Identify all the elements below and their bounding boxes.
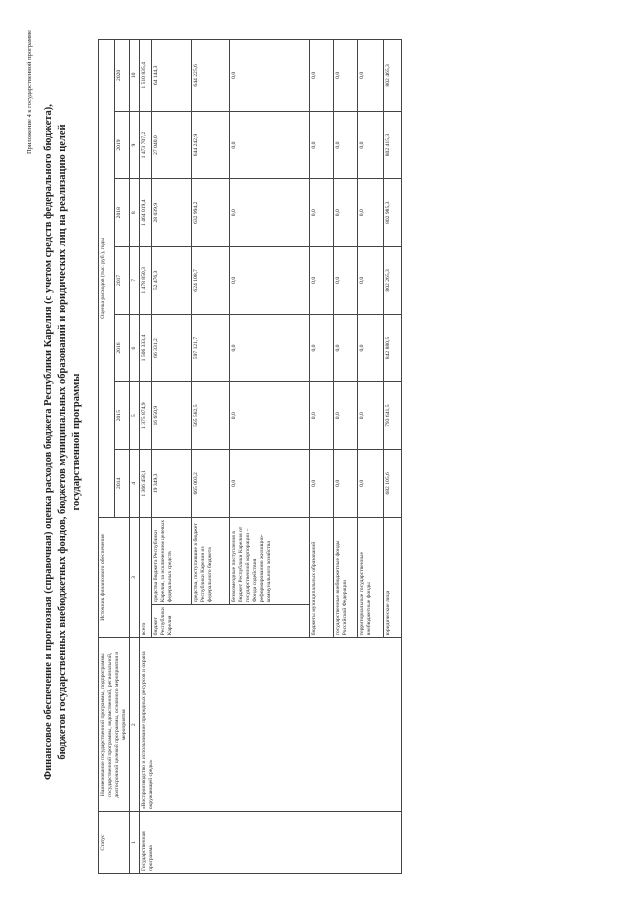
value-cell: 665 003,2 [192, 450, 230, 518]
value-cell: 0,0 [230, 40, 310, 112]
value-cell: 0,0 [230, 382, 310, 450]
program-status: Государственная программа [140, 812, 402, 874]
value-cell: 565 582,5 [192, 382, 230, 450]
value-cell: 802 265,3 [384, 247, 402, 315]
value-cell: 0,0 [230, 179, 310, 247]
value-cell: 0,0 [358, 247, 384, 315]
source-cell: всего [140, 517, 152, 638]
year-cell: 2016 [114, 314, 130, 382]
year-cell: 2014 [114, 450, 130, 518]
column-number-row [130, 40, 140, 874]
value-cell: 0,0 [310, 382, 334, 450]
value-cell: 0,0 [334, 40, 358, 112]
header-name: Наименование государственной программы, подпрограммы государственной программы, ведомственной, региональной, долгосрочной целевой программы, основного мероприятия и мероприятия [99, 638, 130, 812]
value-cell: 0,0 [358, 314, 384, 382]
value-cell: 0,0 [358, 40, 384, 112]
value-cell: 1 473 707,2 [140, 111, 152, 179]
value-cell: 0,0 [310, 247, 334, 315]
value-cell: 0,0 [358, 382, 384, 450]
value-cell: 0,0 [358, 450, 384, 518]
value-cell: 1 366 458,1 [140, 450, 152, 518]
value-cell: 0,0 [310, 179, 334, 247]
value-cell: 802 985,3 [384, 179, 402, 247]
source-cell: юридические лица [384, 517, 402, 638]
value-cell: 19 349,3 [152, 450, 192, 518]
finance-table [98, 39, 402, 874]
value-cell: 1 506 333,4 [140, 314, 152, 382]
value-cell: 0,0 [334, 179, 358, 247]
program-name: «Воспроизводство и использование природных ресурсов и охрана окружающей среды» [140, 638, 402, 812]
source-cell: безвозмездные поступления в бюджет Республики Карелия от государственной корпорации – Фонда содействия реформированию жилищно-коммунального хозяйства [230, 517, 310, 605]
column-number: 6 [130, 314, 140, 382]
value-cell: 66 331,2 [152, 314, 192, 382]
value-cell: 0,0 [230, 247, 310, 315]
value-cell: 0,0 [230, 450, 310, 518]
value-cell: 0,0 [310, 111, 334, 179]
budget-rk-label: бюджет Республики Карелия [152, 605, 310, 638]
value-cell: 682 105,6 [384, 450, 402, 518]
value-cell: 0,0 [334, 314, 358, 382]
value-cell: 0,0 [334, 111, 358, 179]
appendix-note: Приложение 4 к государственной программе [26, 30, 33, 155]
value-cell: 802 415,3 [384, 111, 402, 179]
value-cell: 0,0 [334, 247, 358, 315]
year-cell: 2015 [114, 382, 130, 450]
value-cell: 16 650,9 [152, 382, 192, 450]
header-estimate: Оценка расходов (тыс. руб.), годы [99, 40, 115, 518]
value-cell: 0,0 [310, 450, 334, 518]
column-number: 10 [130, 40, 140, 112]
value-cell: 793 641,5 [384, 382, 402, 450]
year-cell: 2020 [114, 40, 130, 112]
source-cell: государственные внебюджетные фонды Российской Федерации [334, 517, 358, 638]
value-cell: 624 108,7 [192, 247, 230, 315]
value-cell: 1 375 874,9 [140, 382, 152, 450]
column-number: 3 [130, 517, 140, 638]
document-title: Финансовое обеспечение и прогнозная (справочная) оценка расходов бюджета Республики Карелия (с учетом средств федерального бюджета), бюджетов государственных внебюджетных фондов, бюджетов муниципальных образований и юридических лиц на реализацию целей государственной программы [43, 104, 82, 780]
value-cell: 842 880,5 [384, 314, 402, 382]
column-number: 5 [130, 382, 140, 450]
value-cell: 644 225,6 [192, 40, 230, 112]
source-cell: бюджеты муниципальных образований [310, 517, 334, 638]
column-number: 9 [130, 111, 140, 179]
rotated-content [20, 22, 620, 882]
table-row [140, 40, 152, 874]
table-header-row [99, 40, 115, 874]
year-cell: 2019 [114, 111, 130, 179]
column-number: 8 [130, 179, 140, 247]
year-cell: 2018 [114, 179, 130, 247]
value-cell: 0,0 [358, 111, 384, 179]
source-cell: средства, поступившие в бюджет Республики Карелия из федерального бюджета [192, 517, 230, 605]
year-cell: 2017 [114, 247, 130, 315]
value-cell: 1 464 019,4 [140, 179, 152, 247]
value-cell: 28 039,9 [152, 179, 192, 247]
value-cell: 0,0 [334, 450, 358, 518]
value-cell: 597 121,7 [192, 314, 230, 382]
value-cell: 52 476,3 [152, 247, 192, 315]
value-cell: 1 478 850,3 [140, 247, 152, 315]
value-cell: 0,0 [358, 179, 384, 247]
value-cell: 0,0 [310, 314, 334, 382]
value-cell: 644 242,9 [192, 111, 230, 179]
column-number: 2 [130, 638, 140, 812]
value-cell: 0,0 [230, 111, 310, 179]
value-cell: 0,0 [334, 382, 358, 450]
column-number: 4 [130, 450, 140, 518]
header-source: Источник финансового обеспечения [99, 517, 130, 638]
value-cell: 632 994,2 [192, 179, 230, 247]
column-number: 7 [130, 247, 140, 315]
value-cell: 64 144,3 [152, 40, 192, 112]
column-number: 1 [130, 812, 140, 874]
header-status: Статус [99, 812, 130, 874]
source-cell: территориальные государственные внебюджетные фонды [358, 517, 384, 638]
value-cell: 0,0 [230, 314, 310, 382]
source-cell: средства бюджета Республики Карелия, за исключением целевых федеральных средств [152, 517, 192, 605]
value-cell: 27 040,0 [152, 111, 192, 179]
value-cell: 802 465,3 [384, 40, 402, 112]
value-cell: 0,0 [310, 40, 334, 112]
value-cell: 1 510 835,4 [140, 40, 152, 112]
